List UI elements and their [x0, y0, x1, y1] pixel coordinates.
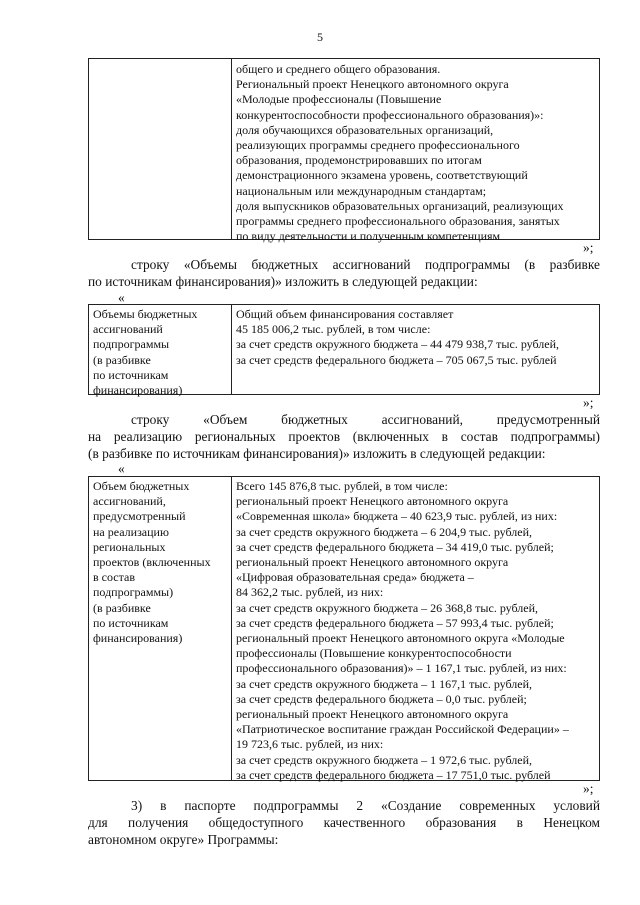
text-line: 84 362,2 тыс. рублей, из них: [236, 585, 384, 600]
text-line: «Молодые профессионалы (Повышение [236, 92, 442, 107]
text-line: предусмотренный [93, 509, 186, 524]
text-line: (в разбивке [93, 352, 151, 367]
text-line: 45 185 006,2 тыс. рублей, в том числе: [236, 322, 431, 337]
text-line: конкурентоспособности профессионального образования)»: [236, 107, 544, 122]
text-line: за счет средств федерального бюджета – 705 067,5 тыс. рублей [236, 352, 557, 367]
paragraph-2-line-2: на реализацию региональных проектов (включенных в состав подпрограммы) [88, 429, 600, 444]
text-line: образования, продемонстрировавших по итогам [236, 153, 482, 168]
text-line: региональный проект Ненецкого автономного округа [236, 555, 509, 570]
closing-quote-2: »; [583, 395, 594, 410]
text-line: за счет средств федерального бюджета – 0,0 тыс. рублей; [236, 691, 527, 706]
table-right-cell [232, 305, 599, 394]
table-left-cell [89, 477, 232, 780]
table-right-cell [232, 59, 599, 244]
text-line: общего и среднего общего образования. [236, 62, 441, 76]
text-line: финансирования) [93, 631, 183, 646]
text-line: региональный проект Ненецкого автономного округа [236, 494, 509, 509]
text-line: по виду деятельности и полученным компетенциям [236, 229, 501, 244]
page-number: 5 [317, 30, 323, 44]
table-budget-volumes [88, 304, 600, 398]
paragraph-2-line-3: (в разбивке по источникам финансирования)» изложить в следующей редакции: [88, 446, 546, 461]
text-line: региональный проект Ненецкого автономного округа [236, 707, 509, 722]
text-line: реализующих программы среднего профессионального [236, 138, 520, 153]
text-line: программы среднего профессионального образования, занятых [236, 214, 560, 229]
text-line: Объем бюджетных [93, 479, 190, 493]
table-left-cell [89, 59, 232, 239]
table-left-cell [89, 305, 232, 398]
text-line: доля выпускников образовательных организаций, реализующих [236, 198, 564, 213]
paragraph-2-line-1: строку «Объем бюджетных ассигнований, предусмотренный [131, 412, 600, 427]
text-line: за счет средств федерального бюджета – 34 419,0 тыс. рублей; [236, 539, 554, 554]
table-continuation [88, 58, 600, 244]
table-regional-projects [88, 476, 600, 781]
text-line: региональных [93, 539, 166, 554]
text-line: подпрограммы) [93, 585, 174, 600]
text-line: региональный проект Ненецкого автономного округа «Молодые [236, 631, 565, 646]
text-line: на реализацию [93, 524, 169, 539]
text-line: 19 723,6 тыс. рублей, из них: [236, 737, 384, 752]
text-line: подпрограммы [93, 337, 170, 352]
paragraph-3-line-2: для получения общедоступного качественного образования в Ненецком [88, 815, 600, 830]
text-line: «Патриотическое воспитание граждан Российской Федерации» – [236, 722, 569, 737]
text-line: Региональный проект Ненецкого автономного округа [236, 77, 509, 92]
text-line: ассигнований [93, 322, 163, 337]
paragraph-3-line-1: 3) в паспорте подпрограммы 2 «Создание современных условий [131, 798, 600, 813]
opening-quote-2: « [118, 461, 125, 476]
text-line: Объемы бюджетных [93, 307, 198, 321]
text-line: финансирования) [93, 383, 183, 398]
text-line: доля обучающихся образовательных организаций, [236, 122, 494, 137]
opening-quote-1: « [118, 290, 125, 305]
paragraph-1-line-1: строку «Объемы бюджетных ассигнований подпрограммы (в разбивке [131, 257, 600, 272]
text-line: ассигнований, [93, 494, 166, 509]
table-right-cell [232, 477, 599, 780]
text-line: профессионального образования)» – 1 167,1 тыс. рублей, из них: [236, 661, 567, 676]
text-line: «Современная школа» бюджета – 40 623,9 тыс. рублей, из них: [236, 509, 558, 524]
text-line: Общий объем финансирования составляет [236, 307, 454, 321]
text-line: в состав [93, 570, 135, 585]
paragraph-1-line-2: по источникам финансирования)» изложить в следующей редакции: [88, 274, 478, 289]
text-line: за счет средств федерального бюджета – 17 751,0 тыс. рублей [236, 767, 551, 782]
text-line: по источникам [93, 367, 169, 382]
text-line: за счет средств окружного бюджета – 6 204,9 тыс. рублей, [236, 524, 533, 539]
text-line: по источникам [93, 615, 169, 630]
text-line: проектов (включенных [93, 555, 211, 570]
text-line: за счет средств окружного бюджета – 1 167,1 тыс. рублей, [236, 676, 533, 691]
text-line: национальным или международным стандартам; [236, 183, 487, 198]
closing-quote-3: »; [583, 781, 594, 796]
text-line: Всего 145 876,8 тыс. рублей, в том числе: [236, 479, 448, 493]
text-line: профессионалы (Повышение конкурентоспособности [236, 646, 512, 661]
text-line: (в разбивке [93, 600, 151, 615]
closing-quote-1: »; [583, 240, 594, 255]
text-line: за счет средств федерального бюджета – 57 993,4 тыс. рублей; [236, 615, 554, 630]
text-line: за счет средств окружного бюджета – 1 972,6 тыс. рублей, [236, 752, 533, 767]
text-line: «Цифровая образовательная среда» бюджета – [236, 570, 474, 585]
text-line: за счет средств окружного бюджета – 26 368,8 тыс. рублей, [236, 600, 539, 615]
text-line: за счет средств окружного бюджета – 44 479 938,7 тыс. рублей, [236, 337, 560, 352]
text-line: демонстрационного экзамена уровень, соответствующий [236, 168, 528, 183]
paragraph-3-line-3: автономном округе» Программы: [88, 832, 279, 847]
